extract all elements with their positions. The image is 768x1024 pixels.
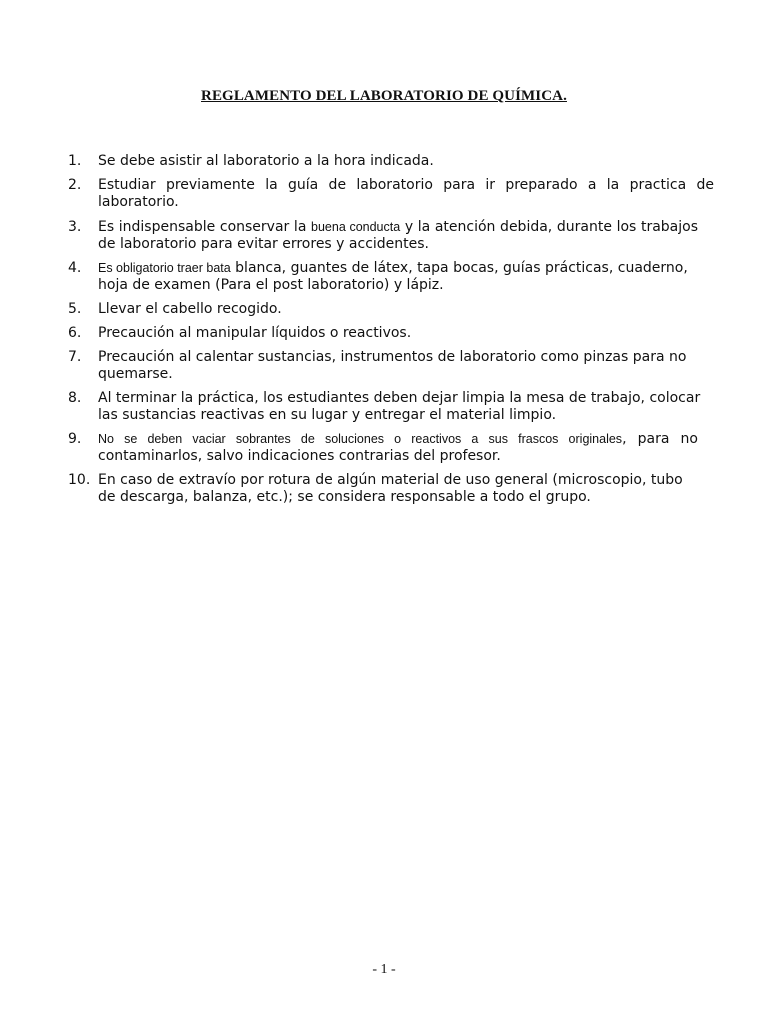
list-item-number: 7. xyxy=(68,349,82,365)
list-item xyxy=(68,390,714,424)
page-number: - 1 - xyxy=(372,962,396,977)
list-item-number: 3. xyxy=(68,219,82,235)
list-item xyxy=(68,349,714,383)
list-item-text xyxy=(98,219,714,253)
list-item-number: 2. xyxy=(68,177,82,193)
list-item-text xyxy=(98,431,714,465)
list-item-text-part: y la atención debida, durante los trabajos de laboratorio para evitar errores y accidentes. xyxy=(98,219,698,252)
list-item-text-part: blanca, guantes de látex, tapa bocas, guías prácticas, cuaderno, hoja de examen (Para el post laboratorio) y lápiz. xyxy=(98,260,688,293)
list-item xyxy=(68,219,714,253)
list-item-text-small: No se deben vaciar sobrantes de soluciones o reactivos a sus frascos originales xyxy=(98,432,623,446)
document-title: REGLAMENTO DEL LABORATORIO DE QUÍMICA. xyxy=(201,88,567,104)
list-item-text: Se debe asistir al laboratorio a la hora indicada. xyxy=(98,153,434,169)
list-item-number: 5. xyxy=(68,301,82,317)
list-item-text: Estudiar previamente la guía de laboratorio para ir preparado a la practica de laboratorio. xyxy=(98,177,714,210)
list-item-number: 6. xyxy=(68,325,82,341)
list-item-text-part: Es indispensable conservar la xyxy=(98,219,312,235)
list-item-text-part: , para no contaminarlos, salvo indicaciones contrarias del profesor. xyxy=(98,431,698,464)
list-item-number: 4. xyxy=(68,260,82,276)
list-item-text-small: Es obligatorio traer bata xyxy=(98,261,231,275)
list-item-text: Al terminar la práctica, los estudiantes deben dejar limpia la mesa de trabajo, colocar las sustancias reactivas en su lugar y entregar el material limpio. xyxy=(98,390,701,423)
list-item-number: 8. xyxy=(68,390,82,406)
list-item xyxy=(68,153,714,170)
list-item-text: Precaución al calentar sustancias, instrumentos de laboratorio como pinzas para no quemarse. xyxy=(98,349,687,382)
list-item xyxy=(68,260,714,294)
list-item xyxy=(68,301,714,318)
list-item xyxy=(68,325,714,342)
list-item xyxy=(68,431,714,465)
list-item xyxy=(68,472,714,506)
list-item-text: Precaución al manipular líquidos o reactivos. xyxy=(98,325,412,341)
list-item xyxy=(68,177,714,211)
list-item-text: En caso de extravío por rotura de algún material de uso general (microscopio, tubo de descarga, balanza, etc.); se considera responsable a todo el grupo. xyxy=(98,472,683,505)
list-item-text xyxy=(98,260,714,294)
list-item-text: Llevar el cabello recogido. xyxy=(98,301,282,317)
rules-list xyxy=(68,153,714,506)
list-item-number: 9. xyxy=(68,431,82,447)
list-item-number: 1. xyxy=(68,153,82,169)
list-item-text-small: buena conducta xyxy=(311,220,401,234)
list-item-number: 10. xyxy=(68,472,91,488)
